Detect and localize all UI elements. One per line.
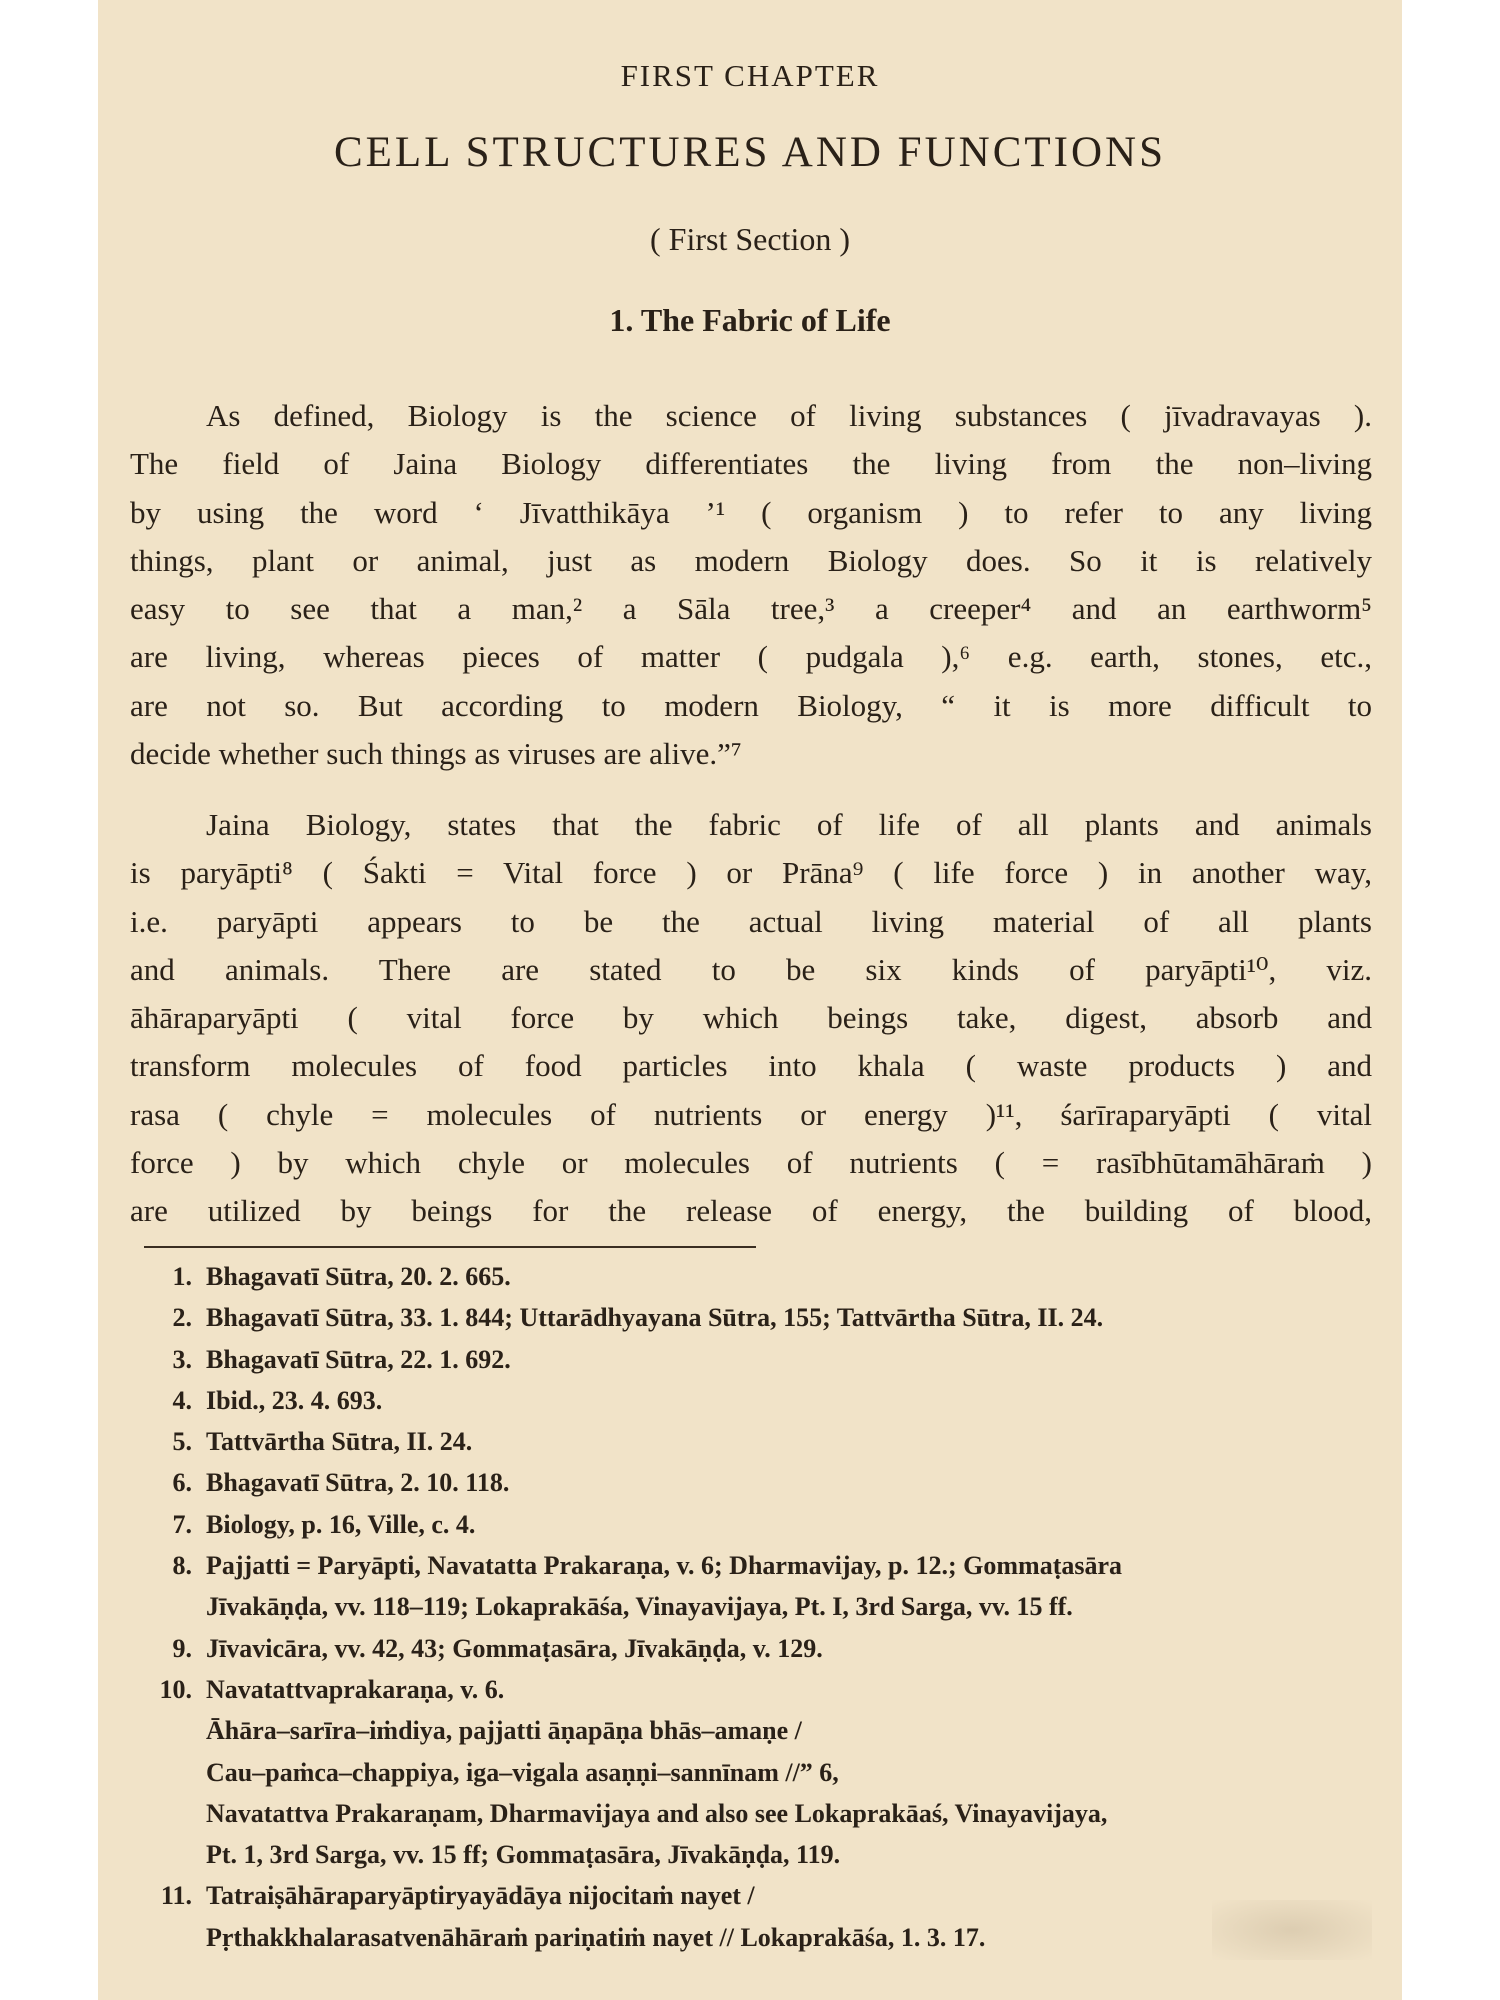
footnote	[134, 1421, 1396, 1462]
paragraph-line: easy to see that a man,² a Sāla tree,³ a creeper⁴ and an earthworm⁵	[130, 591, 1372, 627]
footnote-continuation	[134, 1710, 1396, 1751]
footnote-text: Bhagavatī Sūtra, 22. 1. 692.	[206, 1344, 511, 1374]
footnote-text: Bhagavatī Sūtra, 20. 2. 665.	[206, 1262, 511, 1291]
subsection-heading: 1. The Fabric of Life	[609, 302, 891, 338]
footnote-text: Pṛthakkhalarasatvenāhāraṁ pariṇatiṁ nayet // Lokaprakāśa, 1. 3. 17.	[206, 1922, 986, 1952]
footnote-continuation	[134, 1752, 1396, 1793]
footnote-continuation	[134, 1834, 1396, 1875]
footnote-number: 6.	[172, 1468, 192, 1498]
paragraph-line: i.e. paryāpti appears to be the actual living material of all plants	[130, 903, 1372, 939]
paragraph-line: things, plant or animal, just as modern Biology does. So it is relatively	[130, 542, 1372, 578]
footnote-number	[134, 1793, 206, 1834]
footnote-text: Cau–paṁca–chappiya, iga–vigala asaṇṇi–sannīnam //” 6,	[206, 1757, 839, 1787]
footnote-text: Tatraiṣāhāraparyāptiryayādāya nijocitaṁ nayet /	[206, 1881, 755, 1911]
footnote-text: Biology, p. 16, Ville, c. 4.	[206, 1509, 476, 1539]
book-page	[98, 0, 1402, 2000]
footnote-number	[134, 1834, 206, 1875]
paragraph-line: As defined, Biology is the science of living substances ( jīvadravayas ).	[206, 398, 1372, 433]
footnote-text: Jīvavicāra, vv. 42, 43; Gommaṭasāra, Jīvakāṇḍa, v. 129.	[206, 1633, 823, 1663]
footnote-number: 7.	[172, 1509, 192, 1539]
footnote-text: Tattvārtha Sūtra, II. 24.	[206, 1427, 473, 1457]
paragraph-line: rasa ( chyle = molecules of nutrients or energy )¹¹, śarīraparyāpti ( vital	[130, 1096, 1372, 1132]
footnote-divider	[144, 1246, 756, 1248]
footnote-number	[134, 1710, 206, 1751]
footnote	[134, 1669, 1396, 1710]
footnote-number: 11.	[160, 1881, 192, 1911]
paragraph-line: decide whether such things as viruses are alive.”⁷	[130, 736, 742, 772]
paragraph-1	[130, 392, 1372, 778]
footnote-number: 2.	[172, 1303, 192, 1333]
page-stain	[1212, 1900, 1372, 1960]
footnote-text: Navatattvaprakaraṇa, v. 6.	[206, 1674, 505, 1704]
footnotes	[134, 1256, 1396, 1958]
footnote-text: Pt. 1, 3rd Sarga, vv. 15 ff; Gommaṭasāra, Jīvakāṇḍa, 119.	[206, 1840, 841, 1870]
footnote-text: Navatattva Prakaraṇam, Dharmavijaya and also see Lokaprakāaś, Vinayavijaya,	[206, 1798, 1108, 1828]
paragraph-line: and animals. There are stated to be six kinds of paryāpti¹⁰, viz.	[130, 951, 1372, 987]
footnote-continuation	[134, 1586, 1396, 1627]
paragraph-line: force ) by which chyle or molecules of nutrients ( = rasībhūtamāhāraṁ )	[130, 1145, 1372, 1181]
footnote	[134, 1462, 1396, 1503]
paragraph-line: The field of Jaina Biology differentiates the living from the non–living	[130, 446, 1372, 482]
footnote	[134, 1380, 1396, 1421]
footnote-number	[134, 1917, 206, 1958]
footnote-number: 9.	[172, 1633, 192, 1663]
footnote	[134, 1545, 1396, 1586]
footnote	[134, 1504, 1396, 1545]
footnote-number	[134, 1586, 206, 1627]
footnote-text: Jīvakāṇḍa, vv. 118–119; Lokaprakāśa, Vinayavijaya, Pt. I, 3rd Sarga, vv. 15 ff.	[206, 1592, 1073, 1622]
paragraph-line: by using the word ‘ Jīvatthikāya ’¹ ( organism ) to refer to any living	[130, 494, 1372, 530]
footnote-number: 1.	[172, 1262, 192, 1291]
paragraph-line: āhāraparyāpti ( vital force by which beings take, digest, absorb and	[130, 1000, 1372, 1036]
footnote	[134, 1297, 1396, 1338]
paragraph-line: is paryāpti⁸ ( Śakti = Vital force ) or Prāna⁹ ( life force ) in another way,	[130, 855, 1372, 891]
paragraph-line: transform molecules of food particles into khala ( waste products ) and	[130, 1048, 1372, 1084]
footnote-number: 3.	[172, 1344, 192, 1374]
footnote-text: Ibid., 23. 4. 693.	[206, 1385, 383, 1415]
footnote-text: Bhagavatī Sūtra, 2. 10. 118.	[206, 1468, 510, 1498]
footnote-number	[134, 1752, 206, 1793]
paragraph-line: are not so. But according to modern Biology, “ it is more difficult to	[130, 687, 1372, 723]
footnote-continuation	[134, 1917, 1396, 1958]
footnote	[134, 1628, 1396, 1669]
chapter-title: CELL STRUCTURES AND FUNCTIONS	[333, 129, 1166, 176]
footnote	[134, 1256, 1396, 1297]
footnote-number: 5.	[172, 1427, 192, 1457]
paragraph-line: are utilized by beings for the release of energy, the building of blood,	[130, 1193, 1372, 1229]
footnote	[134, 1339, 1396, 1380]
footnote-number: 8.	[172, 1551, 192, 1581]
footnote-number: 10.	[159, 1674, 192, 1704]
footnote-text: Bhagavatī Sūtra, 33. 1. 844; Uttarādhyayana Sūtra, 155; Tattvārtha Sūtra, II. 24.	[206, 1303, 1104, 1333]
footnote	[134, 1875, 1396, 1916]
paragraph-line: are living, whereas pieces of matter ( pudgala ),⁶ e.g. earth, stones, etc.,	[130, 639, 1372, 675]
paragraph-line: Jaina Biology, states that the fabric of life of all plants and animals	[206, 807, 1372, 842]
section-label: ( First Section )	[650, 221, 850, 257]
footnote-text: Pajjatti = Paryāpti, Navatatta Prakaraṇa, v. 6; Dharmavijay, p. 12.; Gommaṭasāra	[206, 1551, 1123, 1581]
footnote-text: Āhāra–sarīra–iṁdiya, pajjatti āṇapāṇa bhās–amaṇe /	[206, 1716, 802, 1746]
chapter-label: FIRST CHAPTER	[620, 58, 880, 93]
paragraph-2	[130, 801, 1372, 1236]
footnote-number: 4.	[172, 1385, 192, 1415]
footnote-continuation	[134, 1793, 1396, 1834]
